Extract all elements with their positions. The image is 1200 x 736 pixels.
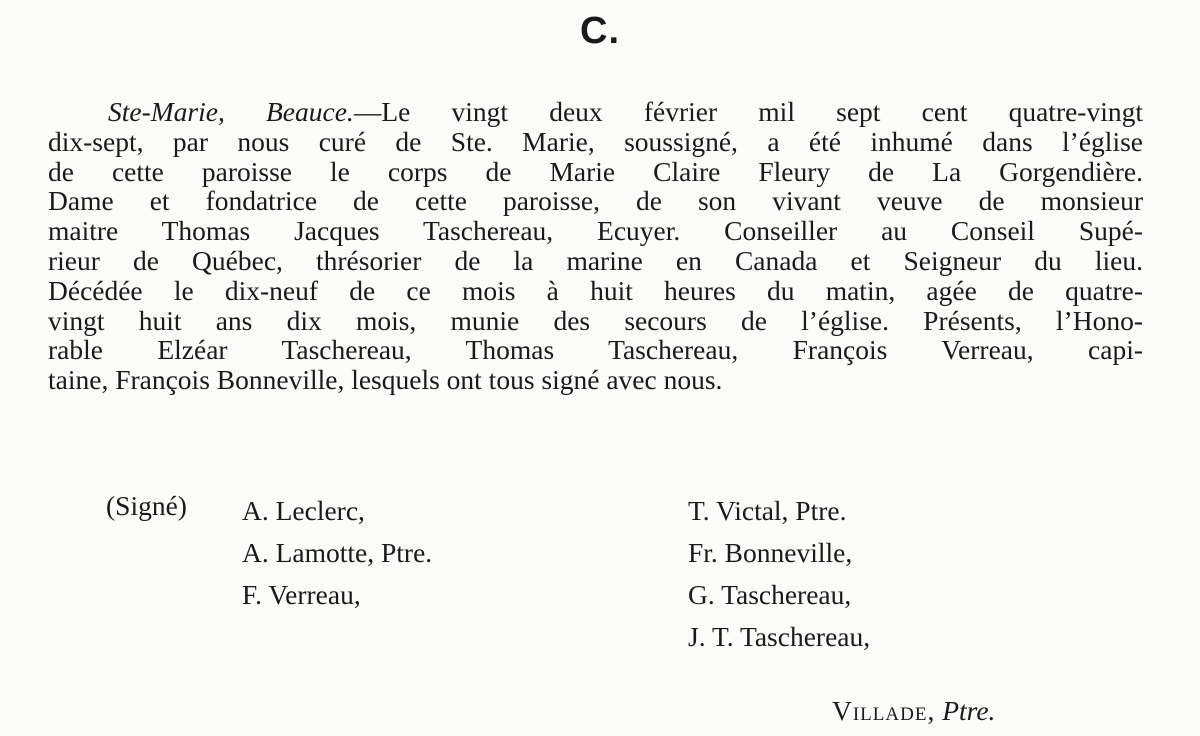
paragraph-line: Dame et fondatrice de cette paroisse, de son vivant veuve de monsieur [48,185,1143,217]
section-heading: C. [580,10,620,52]
signatory-name: Fr. Bonneville, [688,537,853,568]
signatures-right-column [688,490,870,658]
paragraph-line: Décédée le dix-neuf de ce mois à huit heures du matin, agée de quatre- [48,274,1143,306]
paragraph-line: taine, François Bonneville, lesquels ont tous signé avec nous. [48,364,723,396]
paragraph-line: dix-sept, par nous curé de Ste. Marie, soussigné, a été inhumé dans l’église [48,125,1143,157]
paragraph-line: maitre Thomas Jacques Taschereau, Ecuyer. Conseiller au Conseil Supé- [48,215,1143,247]
priest-title: Ptre. [942,695,996,726]
burial-record-paragraph [48,97,1143,395]
paragraph-line: rable Elzéar Taschereau, Thomas Taschereau, François Verreau, capi- [48,334,1143,366]
signatory-name: A. Leclerc, [242,495,365,526]
signatory-name: T. Victal, Ptre. [688,495,847,526]
paragraph-line: vingt huit ans dix mois, munie des secours de l’église. Présents, l’Hono- [48,304,1143,336]
paragraph-line: rieur de Québec, thrésorier de la marine en Canada et Seigneur du lieu. [48,244,1143,276]
paragraph-line: Ste-Marie, Beauce.—Le vingt deux février mil sept cent quatre-vingt [108,96,1143,127]
paragraph-line: de cette paroisse le corps de Marie Claire Fleury de La Gorgendière. [48,155,1143,187]
signatures-left-column [242,490,432,616]
signatory-name: F. Verreau, [242,579,361,610]
priest-name: Villade, [832,695,936,726]
signatory-name: G. Taschereau, [688,579,852,610]
place-name: Ste-Marie, Beauce. [108,96,354,127]
signed-label: (Signé) [106,490,187,521]
signatory-name: J. T. Taschereau, [688,621,871,652]
signatory-name: A. Lamotte, Ptre. [242,537,433,568]
priest-signature [832,695,995,727]
